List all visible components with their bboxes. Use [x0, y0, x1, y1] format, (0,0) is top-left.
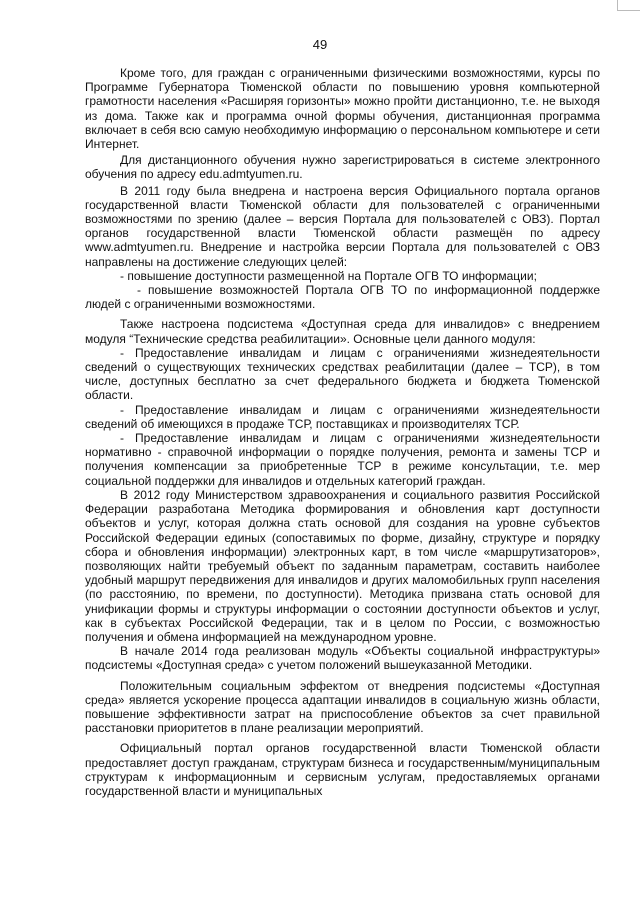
list-item-module-goal-1: - Предоставление инвалидам и лицам с ограничениями жизнедеятельности сведений о существующих технических средствах реабилитации (далее – ТСР), в том числе, доступных бесплатно за счет федерального бюджета и бюджета Тюменской области. [85, 345, 600, 403]
list-item-goal-support: - повышение возможностей Портала ОГВ ТО по информационной поддержке людей с ограниченными возможностями. [85, 283, 600, 312]
scan-corner-mark [617, 0, 640, 11]
page-number: 49 [312, 37, 328, 52]
list-item-module-goal-2: - Предоставление инвалидам и лицам с ограничениями жизнедеятельности сведений об имеющихся в продаже ТСР, поставщиках и производителях ТСР. [85, 402, 600, 431]
paragraph-subsystem: Также настроена подсистема «Доступная среда для инвалидов» с внедрением модуля “Технические средства реабилитации». Основные цели данного модуля: [85, 317, 600, 346]
paragraph-methodology-2012: В 2012 году Министерством здравоохранения и социального развития Российской Федерации разработана Методика формирования и обновления карт доступности объектов и услуг, которая должна стать основой для создания на уровне субъектов Российской Федерации единых (сопоставимых по форме, дизайну, структуре и порядку сбора и обновления информации) электронных карт, в том числе «маршрутизаторов», позволяющих найти требуемый объект по заданным параметрам, составить наиболее удобный маршрут передвижения для инвалидов и других маломобильных групп населения (по расстоянию, по времени, по доступности). Методика призвана стать основой для унификации формы и структуры информации о состоянии доступности объектов и услуг, как в субъектах Российской Федерации, так и в целом по России, с возможностью получения и обмена информацией на международном уровне. [85, 487, 600, 644]
list-item-module-goal-3: - Предоставление инвалидам и лицам с ограничениями жизнедеятельности нормативно - справочной информации о порядке получения, ремонта и замены ТСР и получения компенсации за приобретенные ТСР в режиме консультации, т.е. мер социальной поддержки для инвалидов и отдельных категорий граждан. [85, 431, 600, 488]
body-text [85, 66, 600, 798]
paragraph-registration: Для дистанционного обучения нужно зарегистрироваться в системе электронного обучения по адресу edu.admtyumen.ru. [85, 153, 600, 182]
paragraph-official-portal: Официальный портал органов государственной власти Тюменской области предоставляет доступ гражданам, структурам бизнеса и государственным/муниципальным структурам к информационным и сервисным услугам, предоставляемых органами государственной власти и муниципальных [85, 741, 600, 798]
list-item-goal-accessibility: - повышение доступности размещенной на Портале ОГВ ТО информации; [120, 268, 537, 283]
paragraph-portal-version: В 2011 году была внедрена и настроена версия Официального портала органов государственной власти Тюменской области для пользователей с ограниченными возможностями по зрению (далее – версия Портала для пользователей с ОВЗ). Портал органов государственной власти Тюменской области размещён по адресу www.admtyumen.ru. Внедрение и настройка версии Портала для пользователей с ОВЗ направлены на достижение следующих целей: [85, 183, 600, 269]
paragraph-module-2014: В начале 2014 года реализован модуль «Объекты социальной инфраструктуры» подсистемы «Доступная среда» с учетом положений вышеуказанной Методики. [85, 644, 600, 673]
paragraph-distance-courses: Кроме того, для граждан с ограниченными физическими возможностями, курсы по Программе Губернатора Тюменской области по повышению уровня компьютерной грамотности населения «Расширяя горизонты» можно пройти дистанционно, т.е. не выходя из дома. Также как и программа очной формы обучения, дистанционная программа включает в себя всю самую необходимую информацию о персональном компьютере и сети Интернет. [85, 66, 600, 152]
paragraph-social-effect: Положительным социальным эффектом от внедрения подсистемы «Доступная среда» является ускорение процесса адаптации инвалидов в социальную жизнь области, повышение эффективности затрат на приспособление объектов за счет правильной расстановки приоритетов в плане реализации мероприятий. [85, 678, 600, 736]
